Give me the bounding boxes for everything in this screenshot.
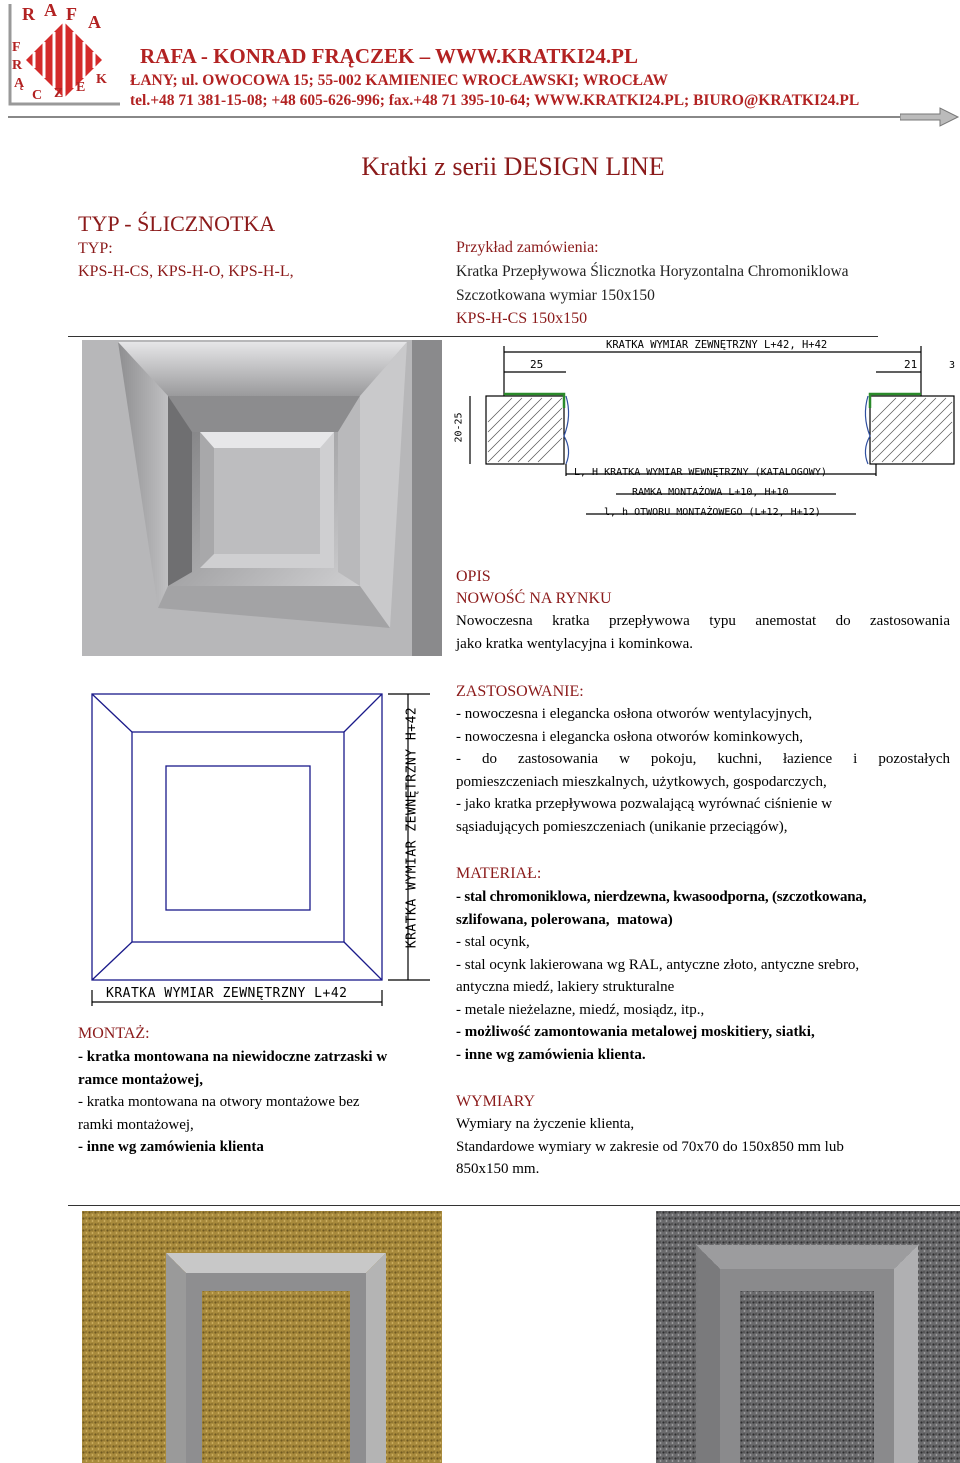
- zastosowanie-line6: sąsiadujących pomieszczeniach (unikanie przeciągów),: [456, 818, 788, 835]
- wymiary-heading: WYMIARY: [456, 1093, 536, 1110]
- logo-letter-r2: R: [12, 58, 23, 73]
- wymiary-line3: 850x150 mm.: [456, 1161, 540, 1177]
- product-photo-chrome: [82, 340, 442, 656]
- montaz-line2: ramce montażowej,: [78, 1071, 203, 1088]
- zastosowanie-line3: - do zastosowania w pokoju, kuchni, łazience i pozostałych: [456, 751, 950, 767]
- logo-letter-k: K: [96, 72, 107, 87]
- logo-letter-e: E: [76, 80, 86, 95]
- cross-section-drawing: [453, 336, 960, 526]
- order-line1: Kratka Przepływowa Ślicznotka Horyzontalna Chromoniklowa: [456, 263, 849, 280]
- company-name: RAFA - KONRAD FRĄCZEK – WWW.KRATKI24.PL: [140, 44, 639, 68]
- series-title: Kratki z serii DESIGN LINE: [361, 152, 665, 181]
- material-line5: antyczna miedź, lakiery strukturalne: [456, 979, 675, 995]
- front-bottom-label: KRATKA WYMIAR ZEWNĘTRZNY L+42: [106, 986, 348, 1001]
- company-address: ŁANY; ul. OWOCOWA 15; 55-002 KAMIENIEC WROCŁAWSKI; WROCŁAW: [130, 72, 668, 89]
- montaz-line4: ramki montażowej,: [78, 1116, 194, 1133]
- drawing-label-frame: RAMKA MONTAŻOWA L+10, H+10: [632, 487, 789, 498]
- gold-grille-graphic: [82, 1211, 442, 1463]
- material-line2: szlifowana, polerowana, matowa): [456, 911, 673, 928]
- zastosowanie-line1: - nowoczesna i elegancka osłona otworów wentylacyjnych,: [456, 706, 813, 722]
- zastosowanie-line2: - nowoczesna i elegancka osłona otworów kominkowych,: [456, 728, 803, 745]
- chrome-grille-graphic: [82, 340, 442, 656]
- opis-line1: Nowoczesna kratka przepływowa typu anemostat do zastosowania: [456, 613, 950, 629]
- wymiary-section: [456, 1091, 950, 1181]
- order-code: KPS-H-CS 150x150: [456, 310, 588, 327]
- order-line2: Szczotkowana wymiar 150x150: [456, 287, 655, 304]
- opis-subheading: NOWOŚĆ NA RYNKU: [456, 590, 612, 607]
- order-label: Przykład zamówienia:: [456, 239, 599, 256]
- opis-heading: OPIS: [456, 568, 491, 585]
- material-line3: - stal ocynk,: [456, 934, 530, 950]
- logo-letter-a: A: [44, 0, 57, 20]
- type-codes: KPS-H-CS, KPS-H-O, KPS-H-L,: [78, 263, 294, 280]
- material-line8: - inne wg zamówienia klienta.: [456, 1046, 646, 1063]
- zastosowanie-section: [456, 681, 950, 838]
- drawing-dim-height: 20-25: [453, 412, 465, 443]
- header-rule: [8, 116, 936, 118]
- drawing-dim-left: 25: [530, 358, 544, 371]
- logo-letter-a2: A: [88, 12, 101, 32]
- type-label: TYP:: [78, 240, 113, 257]
- silver-grille-graphic: [656, 1211, 960, 1463]
- header: [0, 0, 960, 130]
- drawing-dim-right: 21: [904, 358, 918, 371]
- material-line1: - stal chromoniklowa, nierdzewna, kwasoodporna, (szczotkowana,: [456, 889, 867, 905]
- logo-letter-a3: Ą: [14, 76, 25, 91]
- product-photo-silver: [656, 1211, 960, 1463]
- material-line7: - możliwość zamontowania metalowej moskitiery, siatki,: [456, 1024, 815, 1040]
- material-heading: MATERIAŁ:: [456, 865, 542, 882]
- type-name: TYP - ŚLICZNOTKA: [78, 211, 276, 236]
- front-view-graphic: [88, 690, 448, 1010]
- logo-letter-f: F: [66, 4, 77, 24]
- logo-letter-z: Z: [54, 86, 64, 101]
- opis-line2: jako kratka wentylacyjna i kominkowa.: [456, 635, 694, 652]
- logo-letter-f2: F: [12, 40, 21, 55]
- company-contact: tel.+48 71 381-15-08; +48 605-626-996; fax.+48 71 395-10-64; WWW.KRATKI24.PL; BIURO@KRATKI24.PL: [130, 92, 860, 109]
- logo-letter-c: C: [32, 88, 43, 103]
- montaz-line5: - inne wg zamówienia klienta: [78, 1139, 264, 1155]
- montaz-line1: - kratka montowana na niewidoczne zatrzaski w: [78, 1049, 388, 1065]
- logo-letter-r: R: [22, 4, 35, 24]
- material-line6: - metale nieżelazne, miedź, mosiądz, itp.,: [456, 1001, 705, 1018]
- montaz-line3: - kratka montowana na otwory montażowe bez: [78, 1094, 360, 1110]
- front-side-label: KRATKA WYMIAR ZEWNĘTRZNY H+42: [404, 706, 420, 949]
- drawing-top-label: KRATKA WYMIAR ZEWNĘTRZNY L+42, H+42: [606, 339, 828, 351]
- wymiary-line2: Standardowe wymiary w zakresie od 70x70 do 150x850 mm lub: [456, 1138, 844, 1155]
- bottom-rule: [68, 1205, 960, 1206]
- montaz-heading: MONTAŻ:: [78, 1025, 150, 1042]
- header-arrow-icon: [900, 106, 960, 128]
- front-view-drawing: [88, 690, 448, 1010]
- opis-section: [456, 566, 950, 655]
- material-line4: - stal ocynk lakierowana wg RAL, antyczne złoto, antyczne srebro,: [456, 956, 860, 973]
- zastosowanie-line4: pomieszczeniach mieszkalnych, użytkowych, gospodarczych,: [456, 773, 827, 790]
- zastosowanie-line5: - jako kratka przepływowa pozwalającą wyrównać ciśnienie w: [456, 796, 833, 812]
- montaz-section: [78, 1022, 448, 1159]
- product-photo-gold: [82, 1211, 442, 1463]
- material-section: [456, 862, 950, 1066]
- zastosowanie-heading: ZASTOSOWANIE:: [456, 683, 584, 700]
- drawing-label-inner: L, H KRATKA WYMIAR WEWNĘTRZNY (KATALOGOWY): [574, 467, 827, 478]
- drawing-dim-edge: 3: [949, 360, 956, 371]
- wymiary-line1: Wymiary na życzenie klienta,: [456, 1116, 635, 1132]
- drawing-label-hole: l, h OTWORU MONTAŻOWEGO (L+12, H+12): [604, 507, 821, 518]
- company-logo: [4, 0, 126, 118]
